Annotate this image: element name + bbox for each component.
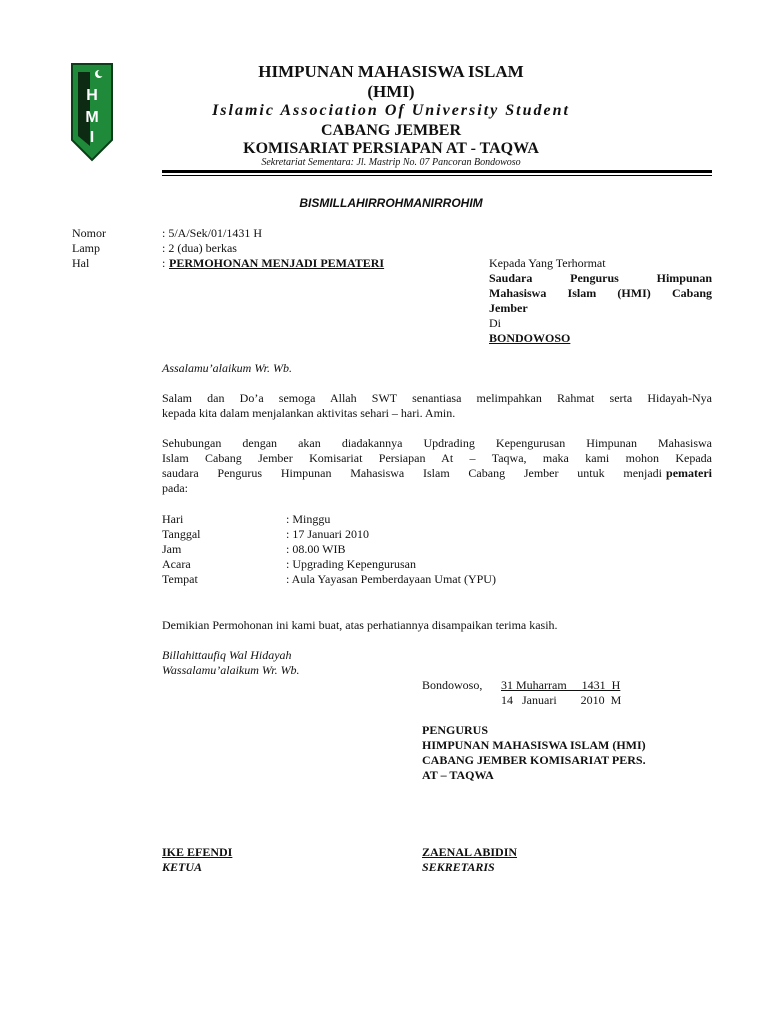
paragraph-1-line2: kepada kita dalam menjalankan aktivitas sehari – hari. Amin. xyxy=(162,406,456,420)
hal-value: PERMOHONAN MENJADI PEMATERI xyxy=(169,256,385,270)
farewell-line1: Billahittaufiq Wal Hidayah xyxy=(162,648,292,662)
secretariat-address: Sekretariat Sementara: Jl. Mastrip No. 07 Pancoran Bondowoso xyxy=(261,157,521,168)
paragraph-2-line4: pada: xyxy=(162,481,188,495)
detail-label-hari: Hari xyxy=(162,512,184,526)
detail-value-acara: : Upgrading Kepengurusan xyxy=(286,557,416,571)
hal-label: Hal xyxy=(72,256,90,270)
detail-value-jam: : 08.00 WIB xyxy=(286,542,346,556)
detail-label-jam: Jam xyxy=(162,542,182,556)
signature-org-line2: HIMPUNAN MAHASISWA ISLAM (HMI) xyxy=(422,738,646,752)
detail-value-tempat: : Aula Yayasan Pemberdayaan Umat (YPU) xyxy=(286,572,496,586)
lamp-label: Lamp xyxy=(72,241,100,255)
signature-org-line3: CABANG JEMBER KOMISARIAT PERS. xyxy=(422,753,646,767)
commissariat-name: KOMISARIAT PERSIAPAN AT - TAQWA xyxy=(243,140,539,157)
paragraph-2-line2: Islam Cabang Jember Komisariat Persiapan At – Taqwa, maka kami mohon Kepada xyxy=(162,451,712,465)
detail-label-tempat: Tempat xyxy=(162,572,198,586)
closing-statement: Demikian Permohonan ini kami buat, atas perhatiannya disampaikan terima kasih. xyxy=(162,618,558,632)
svg-text:H: H xyxy=(86,87,98,104)
org-abbr: (HMI) xyxy=(367,82,415,101)
recipient-place: BONDOWOSO xyxy=(489,331,571,345)
signer-sekretaris-role: SEKRETARIS xyxy=(422,860,495,874)
detail-label-tanggal: Tanggal xyxy=(162,527,201,541)
org-name: HIMPUNAN MAHASISWA ISLAM xyxy=(258,62,524,81)
bismillah: BISMILLAHIRROHMANIRROHIM xyxy=(299,196,483,210)
nomor-value: : 5/A/Sek/01/1431 H xyxy=(162,226,263,240)
detail-value-hari: : Minggu xyxy=(286,512,331,526)
hal-colon: : xyxy=(162,256,166,270)
farewell-line2: Wassalamu’alaikum Wr. Wb. xyxy=(162,663,300,677)
recipient-name-line1: Saudara Pengurus Himpunan xyxy=(489,271,712,285)
signature-org-line1: PENGURUS xyxy=(422,723,489,737)
lamp-value: : 2 (dua) berkas xyxy=(162,241,237,255)
recipient-greeting: Kepada Yang Terhormat xyxy=(489,256,606,270)
date-masehi: 14 Januari 2010 M xyxy=(501,693,622,707)
signer-ketua-role: KETUA xyxy=(162,860,203,874)
paragraph-2-line3-wrap xyxy=(162,466,712,481)
date-hijri: 31 Muharram 1431 H xyxy=(501,678,621,692)
detail-label-acara: Acara xyxy=(162,557,191,571)
paragraph-2-line1: Sehubungan dengan akan diadakannya Updrading Kepengurusan Himpunan Mahasiswa xyxy=(162,436,712,450)
svg-text:M: M xyxy=(85,109,99,126)
salutation: Assalamu’alaikum Wr. Wb. xyxy=(162,361,292,375)
paragraph-2-bold: pemateri xyxy=(666,466,712,480)
recipient-di: Di xyxy=(489,316,501,330)
signature-org-line4: AT – TAQWA xyxy=(422,768,494,782)
branch-name: CABANG JEMBER xyxy=(320,122,461,139)
detail-value-tanggal: : 17 Januari 2010 xyxy=(286,527,369,541)
paragraph-1-line1: Salam dan Do’a semoga Allah SWT senantiasa melimpahkan Rahmat serta Hidayah-Nya xyxy=(162,391,712,405)
recipient-name-line2: Mahasiswa Islam (HMI) Cabang xyxy=(489,286,712,300)
svg-text:I: I xyxy=(89,129,95,146)
recipient-name-line3: Jember xyxy=(489,301,528,315)
date-place: Bondowoso, xyxy=(422,678,483,692)
org-english: Islamic Association Of University Student xyxy=(212,102,570,119)
signer-sekretaris-name: ZAENAL ABIDIN xyxy=(422,845,518,859)
nomor-label: Nomor xyxy=(72,226,106,240)
signer-ketua-name: IKE EFENDI xyxy=(162,845,233,859)
header-rule-thick xyxy=(162,170,712,173)
paragraph-2-line3: saudara Pengurus Himpunan Mahasiswa Islam Cabang Jember untuk menjadi xyxy=(162,466,663,480)
header-rule-thin xyxy=(162,175,712,176)
